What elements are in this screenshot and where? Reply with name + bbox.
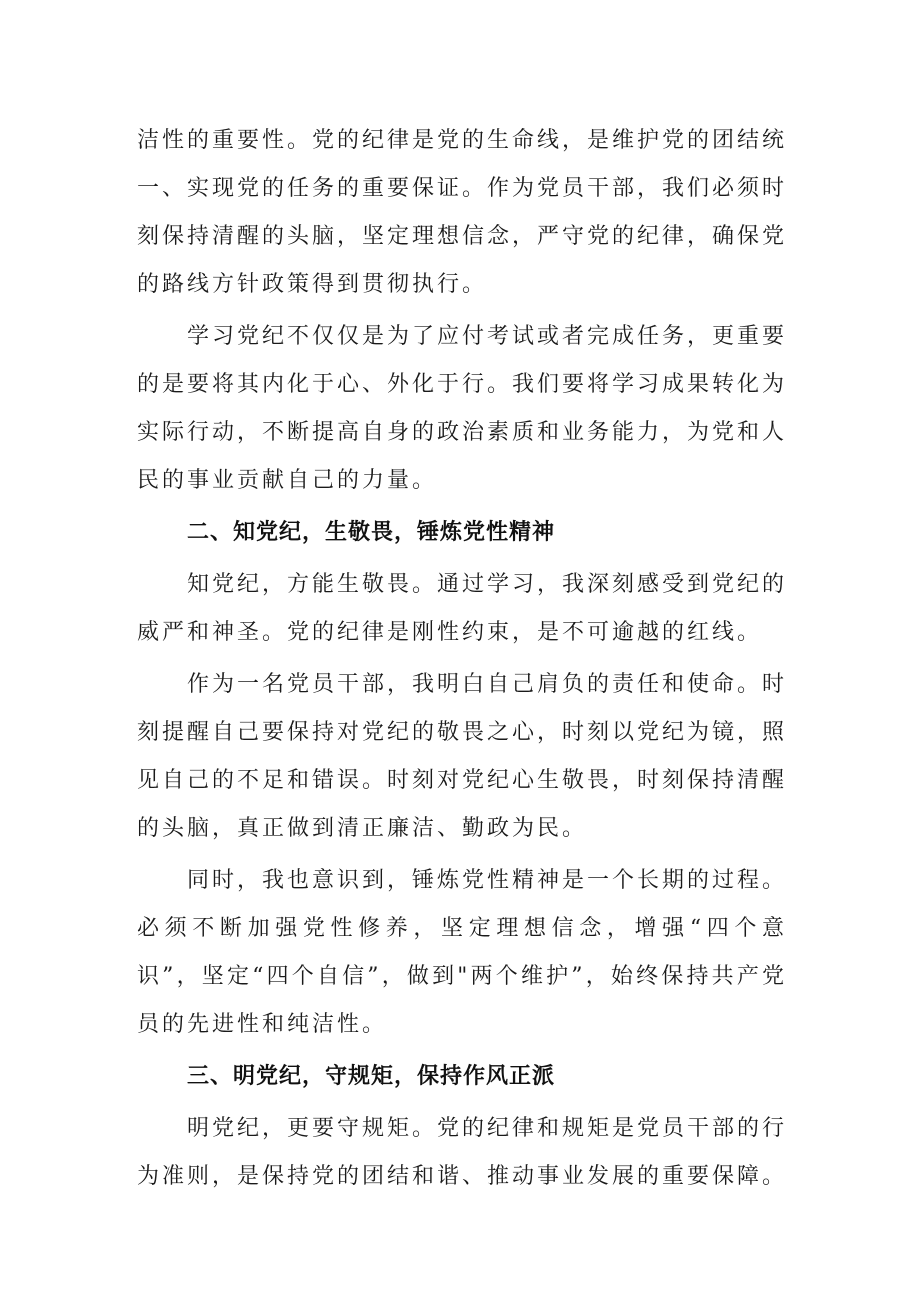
document-page: [137, 117, 787, 1205]
paragraph-1: 洁性的重要性。党的纪律是党的生命线，是维护党的团结统一、实现党的任务的重要保证。作为党员干部，我们必须时刻保持清醒的头脑，坚定理想信念，严守党的纪律，确保党的路线方针政策得到贯彻执行。: [137, 128, 788, 297]
section-heading-3: 三、明党纪，守规矩，保持作风正派: [187, 1064, 556, 1089]
paragraph-2: 学习党纪不仅仅是为了应付考试或者完成任务，更重要的是要将其内化于心、外化于行。我们要将学习成果转化为实际行动，不断提高自身的政治素质和业务能力，为党和人民的事业贡献自己的力量。: [137, 324, 788, 493]
paragraph-3: 知党纪，方能生敬畏。通过学习，我深刻感受到党纪的威严和神圣。党的纪律是刚性约束，是不可逾越的红线。: [137, 572, 788, 645]
paragraph-5: 同时，我也意识到，锤炼党性精神是一个长期的过程。必须不断加强党性修养，坚定理想信念，增强“四个意识”，坚定“四个自信”，做到"两个维护”，始终保持共产党员的先进性和纯洁性。: [137, 868, 788, 1037]
paragraph-4: 作为一名党员干部，我明白自己肩负的责任和使命。时刻提醒自己要保持对党纪的敬畏之心，时刻以党纪为镜，照见自己的不足和错误。时刻对党纪心生敬畏，时刻保持清醒的头脑，真正做到清正廉洁、勤政为民。: [137, 672, 788, 841]
section-heading-2: 二、知党纪，生敬畏，锤炼党性精神: [187, 520, 556, 545]
paragraph-6: 明党纪，更要守规矩。党的纪律和规矩是党员干部的行为准则，是保持党的团结和谐、推动事业发展的重要保障。: [137, 1116, 788, 1189]
